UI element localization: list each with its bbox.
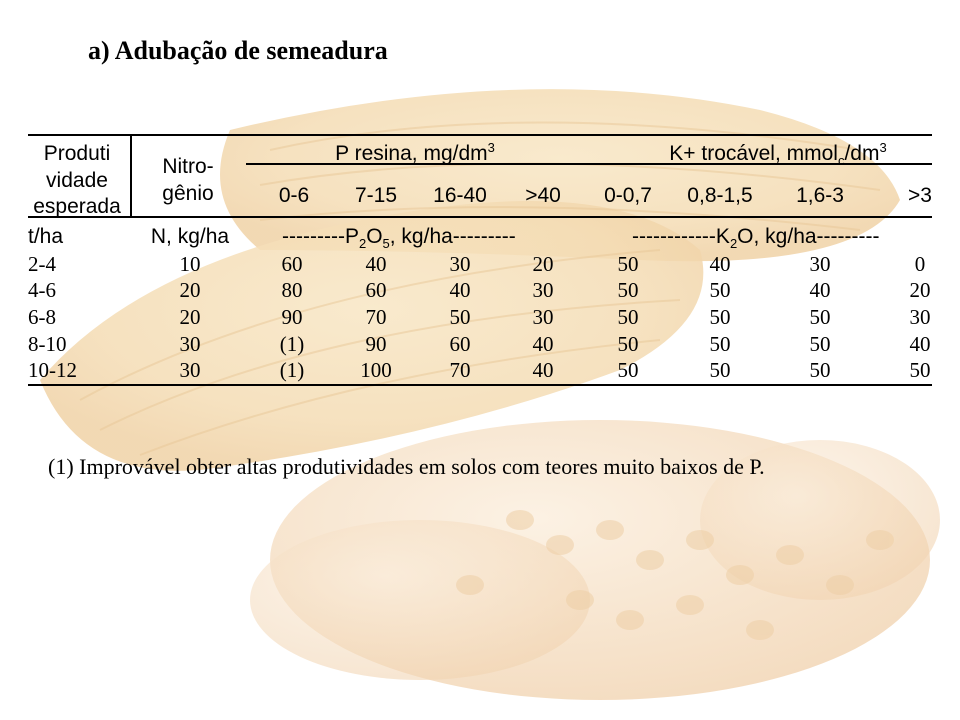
header-p-range: 7-15 [354,184,398,207]
header-p-range: >40 [525,184,561,207]
units-k-post: O, kg/ha--------- [737,225,880,248]
cell-p: 90 [281,305,303,329]
cell-k: 50 [709,358,731,382]
cell-k: 30 [909,305,931,329]
header-k-group-post: /dm [844,142,880,165]
cell-n: 10 [179,252,201,276]
cell-p: 40 [532,358,554,382]
cell-n: 20 [179,305,201,329]
cell-k: 50 [809,305,831,329]
table-bottom-rule [28,384,932,386]
header-yield-line2: vidade [46,169,108,192]
cell-yield: 10-12 [28,358,77,382]
cell-k: 20 [909,278,931,302]
header-k-group-sub: c [837,153,845,169]
units-k-sub1: 2 [729,236,738,252]
units-p-sub2: 5 [382,236,390,252]
cell-p: 40 [449,278,471,302]
cell-yield: 8-10 [28,332,67,356]
header-yield-line3: esperada [33,195,121,218]
units-p-pre: ---------P [282,225,359,248]
cell-p: 30 [532,305,554,329]
cell-n: 20 [179,278,201,302]
cell-k: 30 [809,252,831,276]
cell-k: 40 [809,278,831,302]
cell-k: 50 [617,305,639,329]
cell-p: 60 [281,252,303,276]
cell-p: 70 [449,358,471,382]
cell-p: 30 [532,278,554,302]
cell-k: 50 [709,332,731,356]
cell-p: 40 [365,252,387,276]
cell-k: 50 [617,252,639,276]
cell-n: 30 [179,358,201,382]
header-k-group-text: K+ trocável, mmol [669,142,838,165]
header-p-group-sup: 3 [487,140,495,155]
units-potassium [632,226,880,250]
units-p-sub1: 2 [358,236,367,252]
cell-k: 50 [617,332,639,356]
header-p-range: 0-6 [278,184,310,207]
footnote: (1) Improvável obter altas produtividades em solos com teores muito baixos de P. [48,454,765,479]
cell-p: (1) [279,358,305,382]
page-title: a) Adubação de semeadura [88,36,388,65]
cell-k: 40 [709,252,731,276]
cell-yield: 6-8 [28,305,56,329]
cell-k: 50 [709,305,731,329]
cell-p: 60 [365,278,387,302]
cell-p: 20 [532,252,554,276]
cell-k: 50 [617,358,639,382]
header-p-group [335,141,495,164]
cell-k: 50 [909,358,931,382]
cell-k: 50 [809,332,831,356]
table-header-bottom-rule [28,216,932,218]
cell-k: 50 [617,278,639,302]
cell-p: 100 [360,358,392,382]
column-divider [130,134,132,218]
units-p-post: , kg/ha--------- [389,225,516,248]
header-k-range: 1,6-3 [796,184,844,207]
header-k-range: >3 [908,184,932,207]
cell-k: 40 [909,332,931,356]
header-p-group-text: P resina, mg/dm [335,142,488,165]
table-top-rule [28,134,932,136]
cell-yield: 2-4 [28,252,56,276]
units-p-mid: O [366,225,383,248]
units-nitrogen: N, kg/ha [150,225,230,248]
cell-p: 40 [532,332,554,356]
units-k-pre: ------------K [632,225,730,248]
cell-p: 50 [449,305,471,329]
cell-k: 0 [914,252,926,276]
cell-p: 90 [365,332,387,356]
units-yield: t/ha [28,225,64,248]
header-nitrogen-line2: gênio [162,182,214,205]
cell-p: 30 [449,252,471,276]
header-p-range: 16-40 [433,184,487,207]
cell-p: 70 [365,305,387,329]
cell-n: 30 [179,332,201,356]
header-yield-line1: Produti [43,142,111,165]
cell-p: (1) [279,332,305,356]
header-k-group [669,141,886,167]
units-phosphorus [282,226,516,250]
cell-k: 50 [809,358,831,382]
cell-yield: 4-6 [28,278,56,302]
header-nitrogen-line1: Nitro- [162,155,214,178]
header-k-range: 0,8-1,5 [687,184,753,207]
cell-p: 60 [449,332,471,356]
header-k-group-sup: 3 [879,140,887,155]
cell-k: 50 [709,278,731,302]
cell-p: 80 [281,278,303,302]
header-k-range: 0-0,7 [604,184,652,207]
